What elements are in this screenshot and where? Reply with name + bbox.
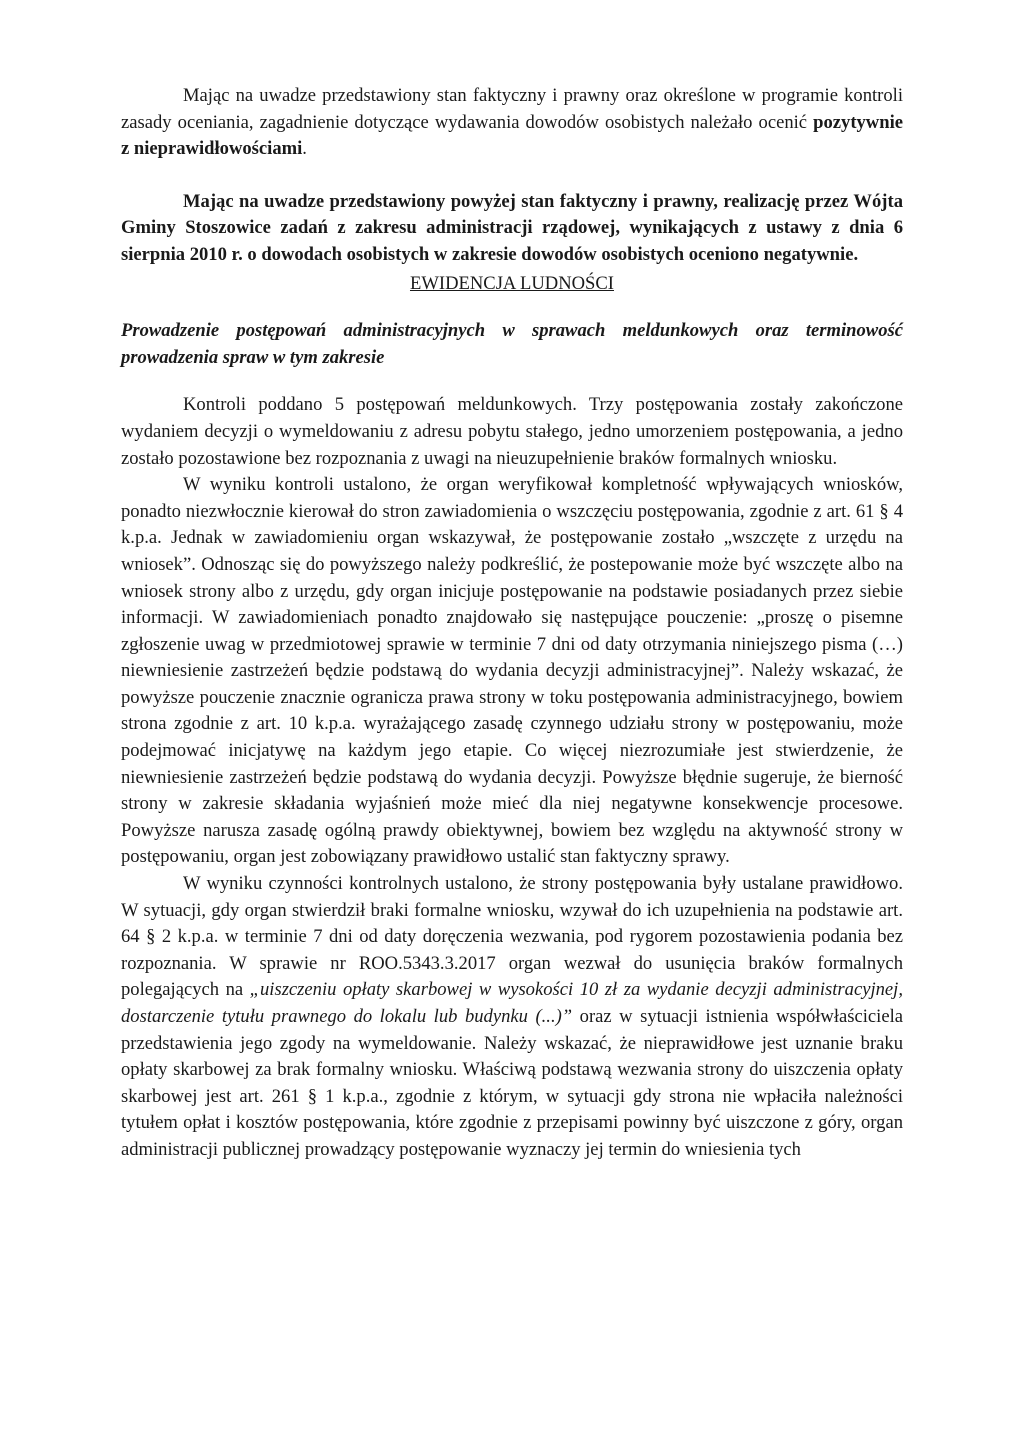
paragraph-assessment-id-cards [121,83,903,163]
paragraph-text-a: W wyniku czynności kontrolnych ustalono, że strony postępowania były ustalane prawidłowo. W sytuacji, gdy organ stwierdził braki formalne wniosku, wzywał do ich uzupełnienia na podstawie art. 64 § 2 k.p.a. w terminie 7 dni od daty doręczenia wezwania, pod rygorem pozostawienia podania bez rozpoznania. W sprawie nr ROO.5343.3.2017 organ wezwał do usunięcia braków formalnych polegających na [121,873,903,1001]
document-page [121,83,903,1164]
paragraph-end: . [302,138,307,160]
assessment-result-bold: pozytywnie z nieprawidłowościami [121,111,903,160]
paragraph-formal-deficiencies [121,871,903,1164]
paragraph-findings: W wyniku kontroli ustalono, że organ weryfikował kompletność wpływających wniosków, ponadto niezwłocznie kierował do stron zawiadomienia o wszczęciu postępowania, zgodnie z art. 61 § 4 k.p.a. Jednak w zawiadomieniu organ wskazywał, że postępowanie zostało „wszczęte z urzędu na wniosek”. Odnosząc się do powyższego należy podkreślić, że postepowanie może być wszczęte albo na wniosek strony albo z urzędu, gdy organ inicjuje postępowanie na podstawie posiadanych przez siebie informacji. W zawiadomieniach ponadto znajdowało się następujące pouczenie: „proszę o pisemne zgłoszenie uwag w przedmiotowej sprawie w terminie 7 dni od daty otrzymania niniejszego pisma (…) niewniesienie zastrzeżeń będzie podstawą do wydania decyzji administracyjnej”. Należy wskazać, że powyższe pouczenie znacznie ogranicza prawa strony w toku postępowania administracyjnego, bowiem strona zgodnie z art. 10 k.p.a. wyrażającego zasadę czynnego udziału strony w postępowaniu, może podejmować inicjatywę na każdym jego etapie. Co więcej niezrozumiałe jest stwierdzenie, że niewniesienie zastrzeżeń będzie podstawą do wydania decyzji. Powyższe błędnie sugeruje, że bierność strony w zakresie składania wyjaśnień może mieć dla niej negatywne konsekwencje procesowe. Powyższe narusza zasadę ogólną prawdy obiektywnej, bowiem bez względu na aktywność strony w postępowaniu, organ jest zobowiązany prawidłowo ustalić stan faktyczny sprawy. [121,474,903,868]
section-subheading: Prowadzenie postępowań administracyjnych w sprawach meldunkowych oraz terminowość prowadzenia spraw w tym zakresie [121,320,903,368]
paragraph-text: Mając na uwadze przedstawiony stan faktyczny i prawny oraz określone w programie kontroli zasady oceniania, zagadnienie dotyczące wydawania dowodów osobistych należało ocenić [121,85,903,133]
overall-assessment-bold: Mając na uwadze przedstawiony powyżej stan faktyczny i prawny, realizację przez Wójta Gminy Stoszowice zadań z zakresu administracji rządowej, wynikających z ustawy z dnia 6 sierpnia 2010 r. o dowodach osobistych w zakresie dowodów osobistych oceniono negatywnie. [121,190,903,265]
paragraph-text-b: oraz w sytuacji istnienia współwłaściciela przedstawienia jego zgody na wymeldowanie. Należy wskazać, że nieprawidłowe jest uznanie braku opłaty skarbowej za brak formalny wniosku. Właściwą podstawą wezwania strony do uiszczenia opłaty skarbowej jest art. 261 § 1 k.p.a., zgodnie z którym, w sytuacji gdy strona nie wpłaciła należności tytułem opłat i kosztów postępowania, które zgodnie z przepisami powinny być uiszczone z góry, organ administracji publicznej prowadzący postępowanie wyznaczy jej termin do wniesienia tych [121,1006,904,1160]
quoted-italic-text: „uiszczeniu opłaty skarbowej w wysokości 10 zł za wydanie decyzji administracyjnej, dostarczenie tytułu prawnego do lokalu lub budynku (...)” [121,979,903,1027]
section-heading: EWIDENCJA LUDNOŚCI [409,272,614,294]
paragraph-overall-assessment [121,189,903,269]
paragraph-controls: Kontroli poddano 5 postępowań meldunkowych. Trzy postępowania zostały zakończone wydaniem decyzji o wymeldowaniu z adresu pobytu stałego, jedno umorzeniem postępowania, a jedno zostało pozostawione bez rozpoznania z uwagi na nieuzupełnienie braków formalnych wniosku. [121,394,903,469]
